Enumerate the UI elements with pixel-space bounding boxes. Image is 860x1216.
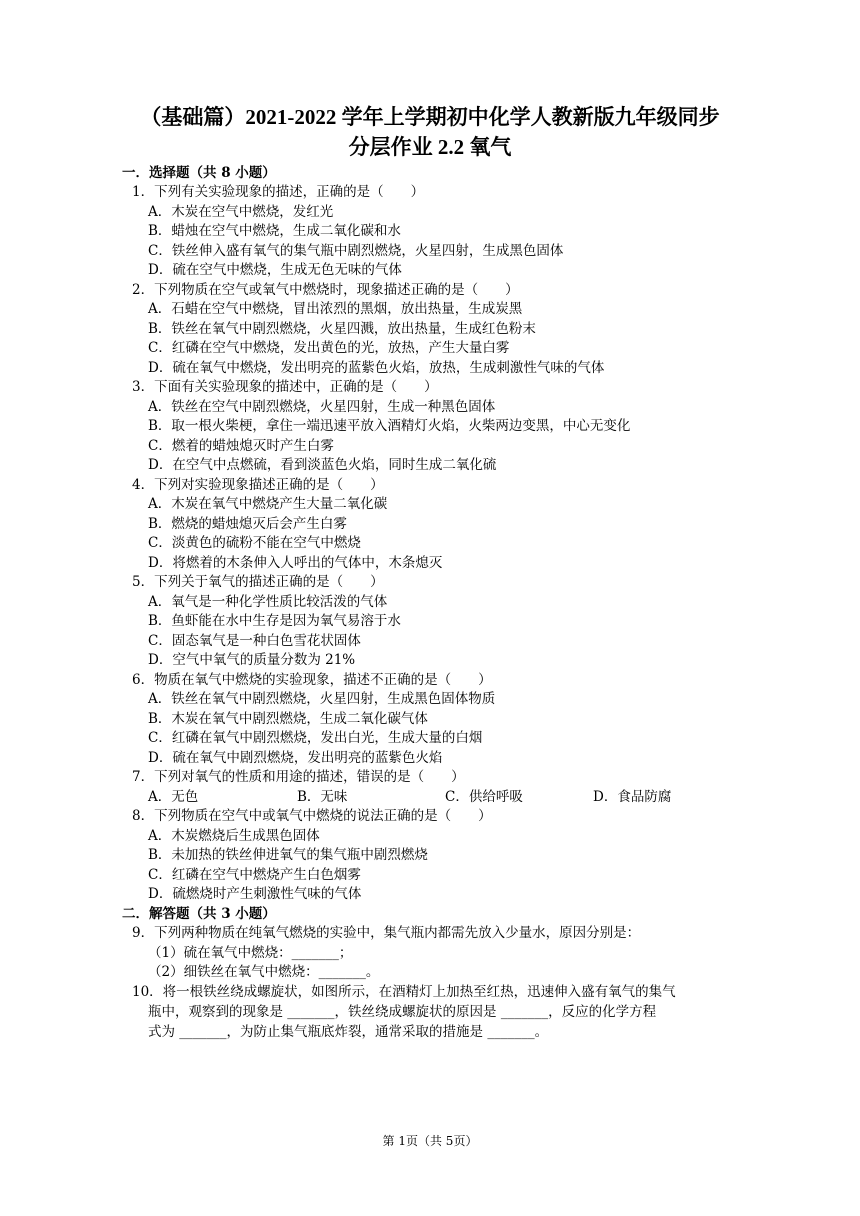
question-10-line-1: 10．将一根铁丝绕成螺旋状，如图所示，在酒精灯上加热至红热，迅速伸入盛有氧气的集气	[132, 984, 676, 1000]
question-6-stem: 6．物质在氧气中燃烧的实验现象，描述不正确的是（ ）	[132, 672, 492, 688]
question-5-option-d: D．空气中氧气的质量分数为 21%	[148, 652, 356, 668]
page-footer-number: 第 1页（共 5页）	[382, 1134, 478, 1148]
question-7-option-b: B．无味	[297, 789, 348, 805]
question-1-option-c: C．铁丝伸入盛有氧气的集气瓶中剧烈燃烧，火星四射，生成黑色固体	[148, 243, 564, 259]
question-5-option-c: C．固态氧气是一种白色雪花状固体	[148, 633, 361, 649]
section-heading-choice: 一．选择题（共 8 小题）	[122, 165, 276, 181]
question-1-option-b: B．蜡烛在空气中燃烧，生成二氧化碳和水	[148, 223, 401, 239]
question-7-option-d: D．食品防腐	[593, 789, 672, 805]
question-7-option-a: A．无色	[148, 789, 199, 805]
question-4-option-d: D．将燃着的木条伸入人呼出的气体中，木条熄灭	[148, 555, 443, 571]
question-6-option-b: B．木炭在氧气中剧烈燃烧，生成二氧化碳气体	[148, 711, 428, 727]
question-2-option-c: C．红磷在空气中燃烧，发出黄色的光，放热，产生大量白雾	[148, 340, 510, 356]
question-8-option-c: C．红磷在空气中燃烧产生白色烟雾	[148, 867, 361, 883]
question-4-option-b: B．燃烧的蜡烛熄灭后会产生白雾	[148, 516, 347, 532]
question-5-stem: 5．下列关于氧气的描述正确的是（ ）	[132, 574, 384, 590]
question-1-option-a: A．木炭在空气中燃烧，发红光	[148, 204, 334, 220]
question-4-stem: 4．下列对实验现象描述正确的是（ ）	[132, 477, 384, 493]
question-10-line-3: 式为 _______，为防止集气瓶底炸裂，通常采取的措施是 _______。	[148, 1024, 549, 1040]
question-4-option-a: A．木炭在氧气中燃烧产生大量二氧化碳	[148, 496, 388, 512]
question-3-option-b: B．取一根火柴梗，拿住一端迅速平放入酒精灯火焰，火柴两边变黑，中心无变化	[148, 418, 631, 434]
question-6-option-c: C．红磷在氧气中剧烈燃烧，发出白光，生成大量的白烟	[148, 730, 483, 746]
question-3-option-a: A．铁丝在空气中剧烈燃烧，火星四射，生成一种黑色固体	[148, 399, 496, 415]
question-3-option-d: D．在空气中点燃硫，看到淡蓝色火焰，同时生成二氧化硫	[148, 457, 497, 473]
question-9-stem: 9．下列两种物质在纯氧气燃烧的实验中，集气瓶内都需先放入少量水，原因分别是：	[132, 925, 641, 941]
question-8-option-a: A．木炭燃烧后生成黑色固体	[148, 828, 320, 844]
question-2-option-b: B．铁丝在氧气中剧烈燃烧，火星四溅，放出热量，生成红色粉末	[148, 321, 536, 337]
question-9-part-1: （1）硫在氧气中燃烧：_______；	[148, 945, 353, 961]
question-2-stem: 2．下列物质在空气或氧气中燃烧时，现象描述正确的是（ ）	[132, 282, 519, 298]
question-6-option-d: D．硫在氧气中剧烈燃烧，发出明亮的蓝紫色火焰	[148, 750, 443, 766]
question-5-option-b: B．鱼虾能在水中生存是因为氧气易溶于水	[148, 613, 401, 629]
question-8-option-b: B．未加热的铁丝伸进氧气的集气瓶中剧烈燃烧	[148, 847, 428, 863]
document-title-line-2: 分层作业 2.2 氧气	[348, 135, 512, 159]
question-8-stem: 8．下列物质在空气中或氧气中燃烧的说法正确的是（ ）	[132, 808, 492, 824]
section-heading-answer: 二．解答题（共 3 小题）	[122, 906, 276, 922]
question-7-option-c: C．供给呼吸	[445, 789, 523, 805]
question-7-stem: 7．下列对氧气的性质和用途的描述，错误的是（ ）	[132, 769, 465, 785]
question-5-option-a: A．氧气是一种化学性质比较活泼的气体	[148, 594, 388, 610]
question-3-option-c: C．燃着的蜡烛熄灭时产生白雾	[148, 438, 334, 454]
question-1-stem: 1．下列有关实验现象的描述，正确的是（ ）	[132, 184, 425, 200]
question-8-option-d: D．硫燃烧时产生刺激性气味的气体	[148, 886, 362, 902]
question-6-option-a: A．铁丝在氧气中剧烈燃烧，火星四射，生成黑色固体物质	[148, 691, 496, 707]
question-3-stem: 3．下面有关实验现象的描述中，正确的是（ ）	[132, 379, 438, 395]
question-1-option-d: D．硫在空气中燃烧，生成无色无味的气体	[148, 262, 402, 278]
question-2-option-a: A．石蜡在空气中燃烧，冒出浓烈的黑烟，放出热量，生成炭黑	[148, 301, 523, 317]
question-10-line-2: 瓶中，观察到的现象是 _______，铁丝绕成螺旋状的原因是 _______，反应的化学方程	[148, 1004, 657, 1020]
question-2-option-d: D．硫在氧气中燃烧，发出明亮的蓝紫色火焰，放热，生成刺激性气味的气体	[148, 360, 605, 376]
document-title-line-1: （基础篇）2021-2022 学年上学期初中化学人教新版九年级同步	[140, 105, 720, 129]
question-9-part-2: （2）细铁丝在氧气中燃烧：_______。	[148, 964, 380, 980]
question-4-option-c: C．淡黄色的硫粉不能在空气中燃烧	[148, 535, 361, 551]
